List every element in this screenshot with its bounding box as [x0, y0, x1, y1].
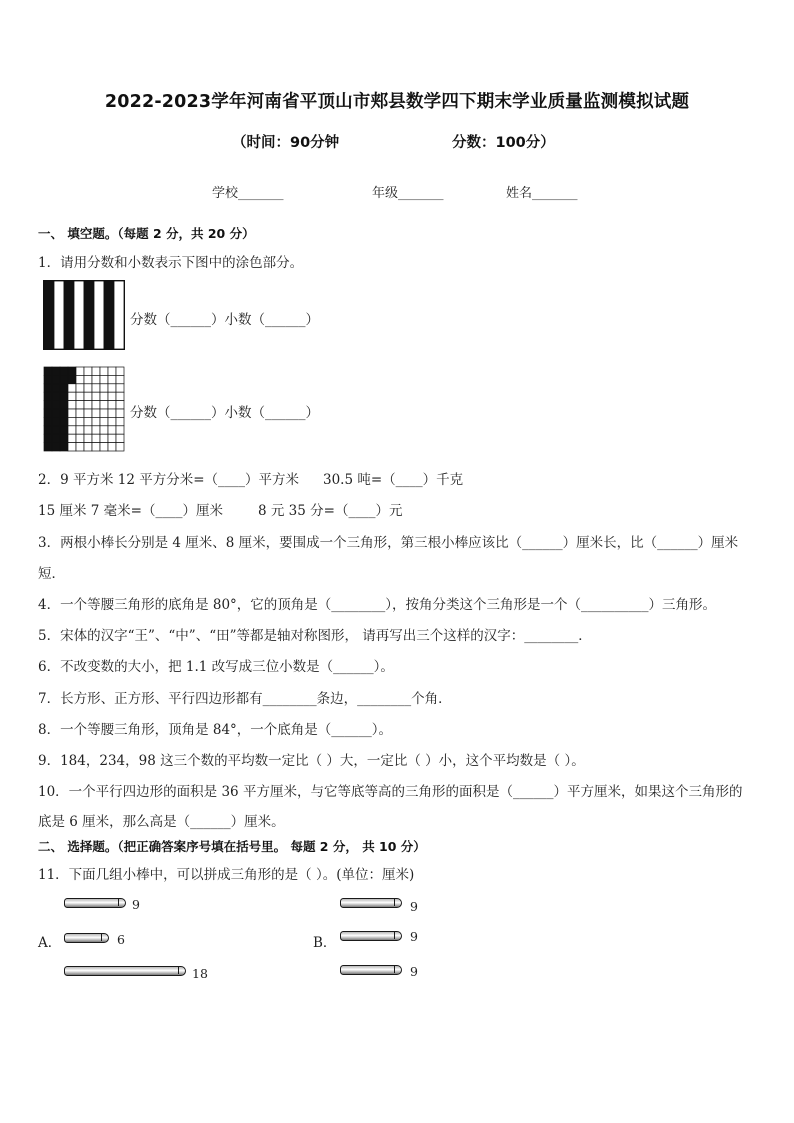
grid-cell [84, 434, 92, 442]
grid-cell [68, 426, 76, 434]
stick-a3-length: 18 [192, 966, 208, 981]
grid-cell [108, 367, 116, 375]
grid-cell [68, 401, 76, 409]
grid-cell [108, 401, 116, 409]
question-6: 6．不改变数的大小，把 1.1 改写成三位小数是（______）。 [38, 659, 394, 675]
grid-cell [60, 392, 68, 400]
grid-cell [44, 392, 52, 400]
grid-cell [116, 426, 124, 434]
grid-cell [116, 384, 124, 392]
stick-b1 [340, 898, 402, 908]
stick-a1-length: 9 [132, 897, 140, 912]
question-2-line2b: 8 元 35 分=（____）元 [258, 503, 403, 519]
grid-cell [84, 417, 92, 425]
grid-cell [100, 434, 108, 442]
grid-cell [60, 367, 68, 375]
grid-cell [76, 392, 84, 400]
question-3-cont: 短． [38, 566, 65, 582]
question-11: 11．下面几组小棒中，可以拼成三角形的是（ ）。(单位：厘米) [38, 867, 415, 883]
stripe [104, 281, 114, 349]
stripe [54, 281, 64, 349]
stick-a1 [64, 898, 126, 908]
grid-cell [44, 409, 52, 417]
stick-a3 [64, 966, 186, 976]
question-1: 1．请用分数和小数表示下图中的涂色部分。 [38, 255, 304, 271]
grid-cell [92, 409, 100, 417]
q1-answer-b: 分数（______）小数（______） [130, 405, 319, 421]
stick-b1-length: 9 [410, 899, 418, 914]
grid-cell [68, 384, 76, 392]
grid-cell [60, 417, 68, 425]
stick-b3 [340, 965, 402, 975]
stick-a2-length: 6 [117, 932, 125, 947]
grid-cell [44, 375, 52, 383]
grid-cell [76, 426, 84, 434]
grid-cell [60, 443, 68, 451]
grid-cell [76, 401, 84, 409]
stick-b2-length: 9 [410, 929, 418, 944]
page-title: 2022-2023学年河南省平顶山市郏县数学四下期末学业质量监测模拟试题 [104, 92, 690, 112]
question-9: 9．184，234，98 这三个数的平均数一定比（ ）大，一定比（ ）小，这个平均数是（ ）。 [38, 753, 585, 769]
grid-cell [92, 392, 100, 400]
grid-cell [108, 409, 116, 417]
name-field: 姓名_______ [506, 186, 578, 201]
grid-cell [92, 434, 100, 442]
grid-cell [84, 384, 92, 392]
grid-cell [44, 443, 52, 451]
stripe [114, 281, 124, 349]
grid-cell [60, 375, 68, 383]
question-3: 3．两根小棒长分别是 4 厘米、8 厘米，要围成一个三角形，第三根小棒应该比（______）厘米长，比（______）厘米 [38, 535, 739, 551]
grid-cell [100, 375, 108, 383]
section-1-title: 一、 填空题。（每题 2 分，共 20 分） [38, 226, 255, 241]
grid-cell [68, 367, 76, 375]
grid-cell [84, 375, 92, 383]
grid-cell [44, 417, 52, 425]
grid-cell [84, 443, 92, 451]
grid-cell [52, 367, 60, 375]
grid-cell [108, 392, 116, 400]
grid-cell [60, 426, 68, 434]
grid-cell [68, 443, 76, 451]
grid-cell [116, 409, 124, 417]
stripe [84, 281, 94, 349]
question-2-line2a: 15 厘米 7 毫米=（____）厘米 [38, 503, 223, 519]
grid-cell [100, 392, 108, 400]
stick-b3-length: 9 [410, 964, 418, 979]
grid-cell [92, 401, 100, 409]
grid-cell [60, 434, 68, 442]
grid-cell [84, 426, 92, 434]
exam-score: 分数：100分） [452, 135, 555, 151]
grid-cell [68, 434, 76, 442]
grid-cell [84, 401, 92, 409]
grid-cell [76, 434, 84, 442]
exam-time: （时间：90分钟 [232, 135, 340, 151]
grid-cell [100, 401, 108, 409]
grid-cell [84, 392, 92, 400]
grid-cell [100, 426, 108, 434]
grid-cell [76, 367, 84, 375]
grid-cell [52, 443, 60, 451]
grid-cell [92, 426, 100, 434]
q1-answer-a: 分数（______）小数（______） [130, 312, 319, 328]
grid-cell [100, 409, 108, 417]
grid-cell [108, 426, 116, 434]
grid-cell [76, 417, 84, 425]
question-2-line1b: 30.5 吨=（____）千克 [323, 472, 464, 488]
grid-cell [84, 367, 92, 375]
grid-cell [100, 367, 108, 375]
grid-cell [92, 375, 100, 383]
grid-cell [52, 401, 60, 409]
question-2-line1a: 2．9 平方米 12 平方分米=（____）平方米 [38, 472, 300, 488]
question-10: 10．一个平行四边形的面积是 36 平方厘米，与它等底等高的三角形的面积是（______）平方厘米，如果这个三角形的 [38, 784, 743, 800]
grid-cell [68, 417, 76, 425]
grid-cell [92, 443, 100, 451]
section-2-title: 二、 选择题。（把正确答案序号填在括号里。 每题 2 分， 共 10 分） [38, 839, 426, 854]
question-7: 7．长方形、正方形、平行四边形都有________条边，________个角． [38, 691, 452, 707]
grid-cell [52, 392, 60, 400]
stripe [64, 281, 74, 349]
grid-cell [68, 375, 76, 383]
option-a-label: A． [38, 935, 62, 951]
grid-cell [68, 392, 76, 400]
grid-cell [100, 417, 108, 425]
grid-cell [76, 409, 84, 417]
grid-cell [116, 375, 124, 383]
grid-cell [60, 384, 68, 392]
grid-cell [52, 434, 60, 442]
grid-cell [52, 426, 60, 434]
grid-cell [76, 384, 84, 392]
grid-cell [116, 401, 124, 409]
grid-cell [60, 409, 68, 417]
grid-cell [84, 409, 92, 417]
grid-cell [52, 375, 60, 383]
grid-cell [100, 384, 108, 392]
grid-cell [52, 409, 60, 417]
grid-cell [92, 384, 100, 392]
grid-figure [43, 366, 126, 452]
school-field: 学校_______ [212, 186, 284, 201]
grid-cell [76, 375, 84, 383]
grid-cell [44, 434, 52, 442]
grid-cell [92, 367, 100, 375]
stripe [74, 281, 84, 349]
question-4: 4．一个等腰三角形的底角是 80°，它的顶角是（________），按角分类这个三角形是一个（__________）三角形。 [38, 597, 717, 613]
grid-cell [108, 434, 116, 442]
grid-cell [44, 384, 52, 392]
grid-cell [116, 392, 124, 400]
grid-cell [108, 384, 116, 392]
stripe-figure [43, 280, 125, 350]
grid-cell [52, 417, 60, 425]
question-10-cont: 底是 6 厘米，那么高是（______）厘米。 [38, 814, 285, 830]
question-5: 5．宋体的汉字“王”、“中”、“田”等都是轴对称图形， 请再写出三个这样的汉字：________． [38, 628, 592, 644]
grid-cell [44, 367, 52, 375]
grid-cell [60, 401, 68, 409]
stripe [44, 281, 54, 349]
grid-cell [52, 384, 60, 392]
grid-cell [68, 409, 76, 417]
grid-cell [116, 434, 124, 442]
grid-cell [44, 426, 52, 434]
stick-b2 [340, 931, 402, 941]
stripe [94, 281, 104, 349]
grade-field: 年级_______ [372, 186, 444, 201]
grid-cell [100, 443, 108, 451]
question-8: 8．一个等腰三角形，顶角是 84°，一个底角是（______）。 [38, 722, 393, 738]
grid-cell [76, 443, 84, 451]
grid-cell [116, 443, 124, 451]
grid-cell [44, 401, 52, 409]
option-b-label: B． [313, 935, 337, 951]
grid-cell [108, 375, 116, 383]
grid-cell [92, 417, 100, 425]
grid-cell [108, 417, 116, 425]
grid-cell [108, 443, 116, 451]
grid-cell [116, 367, 124, 375]
grid-cell [116, 417, 124, 425]
stick-a2 [64, 933, 109, 943]
